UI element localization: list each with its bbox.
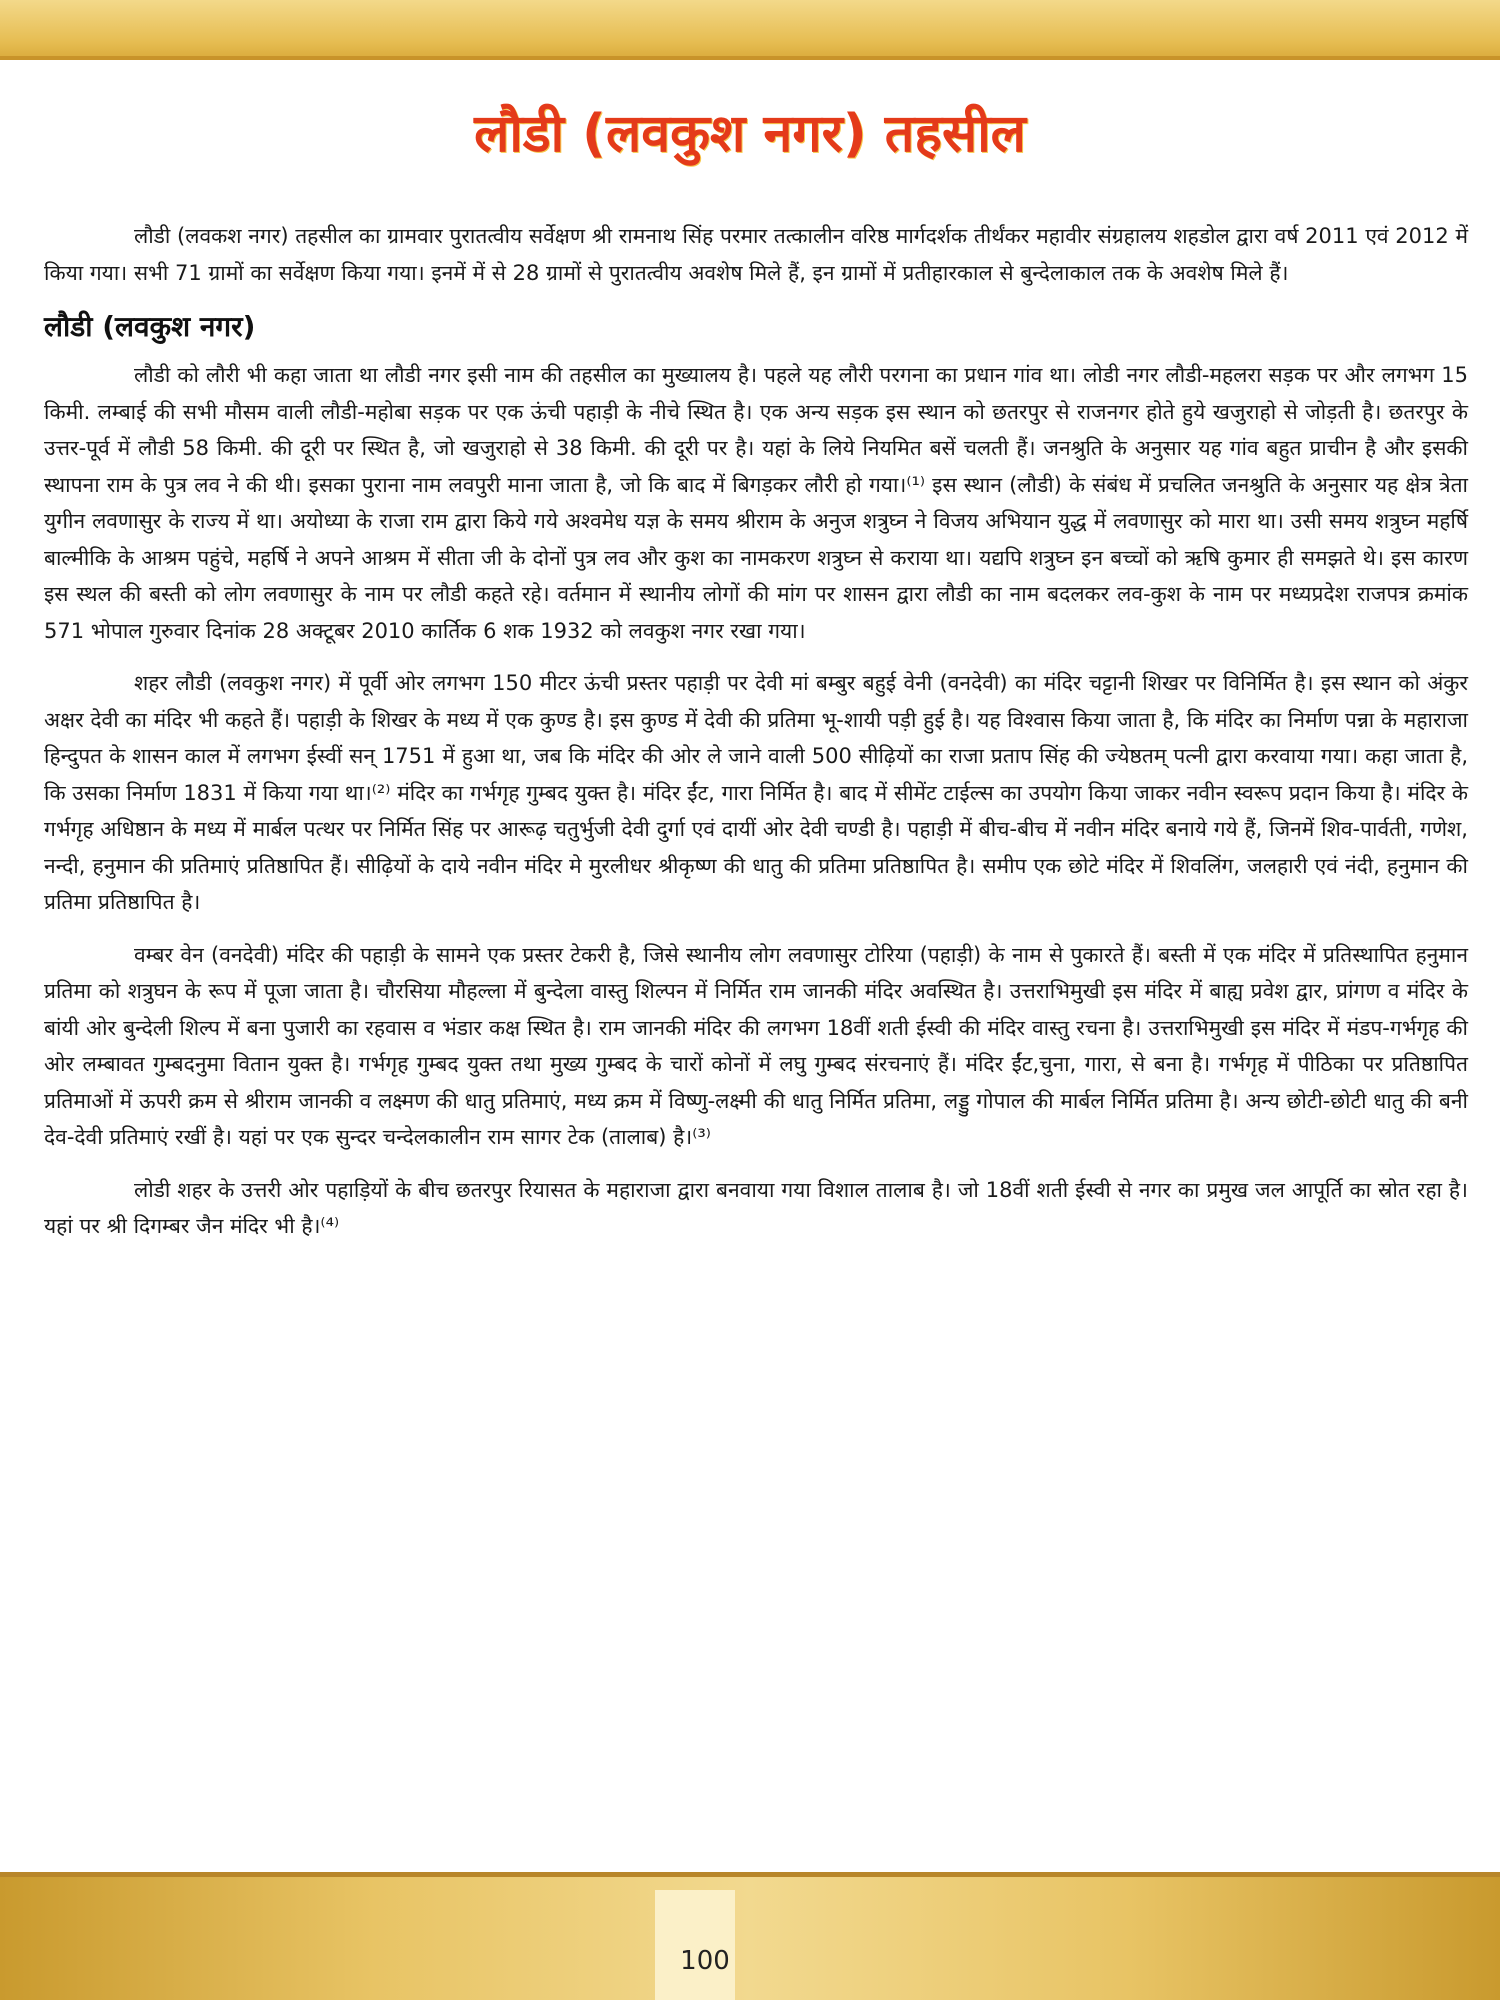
bottom-decorative-band <box>0 1872 1500 2000</box>
page-number: 100 <box>680 1946 730 1976</box>
paragraph-4: लोडी शहर के उत्तरी ओर पहाड़ियों के बीच छतरपुर रियासत के महाराजा द्वारा बनवाया गया विशाल तालाब है। जो 18वीं शती ईस्वी से नगर का प्रमुख जल आपूर्ति का स्रोत रहा है। यहां पर श्री दिगम्बर जैन मंदिर भी है।⁽⁴⁾ <box>44 1177 1468 1238</box>
article-body <box>44 218 1468 1261</box>
page-title: लौडी (लवकुश नगर) तहसील <box>474 104 1026 164</box>
paragraph-2: शहर लौडी (लवकुश नगर) में पूर्वी ओर लगभग 150 मीटर ऊंची प्रस्तर पहाड़ी पर देवी मां बम्बुर बहुई वेनी (वनदेवी) का मंदिर चट्टानी शिखर पर विनिर्मित है। इस स्थान को अंकुर अक्षर देवी का मंदिर भी कहते हैं। पहाड़ी के शिखर के मध्य में एक कुण्ड है। इस कुण्ड में देवी की प्रतिमा भू-शायी पड़ी हुई है। यह विश्वास किया जाता है, कि मंदिर का निर्माण पन्ना के महाराजा हिन्दुपत के शासन काल में लगभग ईस्वीं सन् 1751 में हुआ था, जब कि मंदिर की ओर ले जाने वाली 500 सीढ़ियों का राजा प्रताप सिंह की ज्येष्ठतम् पत्नी द्वारा करवाया गया। कहा जाता है, कि उसका निर्माण 1831 में किया गया था।⁽²⁾ मंदिर का गर्भगृह गुम्बद युक्त है। मंदिर ईंट, गारा निर्मित है। बाद में सीमेंट टाईल्स का उपयोग किया जाकर नवीन स्वरूप प्रदान किया है। मंदिर के गर्भगृह अधिष्ठान के मध्य में मार्बल पत्थर पर निर्मित सिंह पर आरूढ़ चतुर्भुजी देवी दुर्गा एवं दायीं ओर देवी चण्डी है। पहाड़ी में बीच-बीच में नवीन मंदिर बनाये गये हैं, जिनमें शिव-पार्वती, गणेश, नन्दी, हनुमान की प्रतिमाएं प्रतिष्ठापित हैं। सीढ़ियों के दाये नवीन मंदिर मे मुरलीधर श्रीकृष्ण की धातु की प्रतिमा प्रतिष्ठापित है। समीप एक छोटे मंदिर में शिवलिंग, जलहारी एवं नंदी, हनुमान की प्रतिमा प्रतिष्ठापित है। <box>44 671 1468 914</box>
top-decorative-band <box>0 0 1500 60</box>
intro-paragraph: लौडी (लवकश नगर) तहसील का ग्रामवार पुरातत्वीय सर्वेक्षण श्री रामनाथ सिंह परमार तत्कालीन वरिष्ठ मार्गदर्शक तीर्थंकर महावीर संग्रहालय शहडोल द्वारा वर्ष 2011 एवं 2012 में किया गया। सभी 71 ग्रामों का सर्वेक्षण किया गया। इनमें में से 28 ग्रामों से पुरातत्वीय अवशेष मिले हैं, इन ग्रामों में प्रतीहारकाल से बुन्देलाकाल तक के अवशेष मिले हैं। <box>44 224 1468 285</box>
paragraph-1: लौडी को लौरी भी कहा जाता था लौडी नगर इसी नाम की तहसील का मुख्यालय है। पहले यह लौरी परगना का प्रधान गांव था। लोडी नगर लौडी-महलरा सड़क पर और लगभग 15 किमी. लम्बाई की सभी मौसम वाली लौडी-महोबा सड़क पर एक ऊंची पहाड़ी के नीचे स्थित है। एक अन्य सड़क इस स्थान को छतरपुर से राजनगर होते हुये खजुराहो से जोड़ती है। छतरपुर के उत्तर-पूर्व में लौडी 58 किमी. की दूरी पर स्थित है, जो खजुराहो से 38 किमी. की दूरी पर है। यहां के लिये नियमित बसें चलती हैं। जनश्रुति के अनुसार यह गांव बहुत प्राचीन है और इसकी स्थापना राम के पुत्र लव ने की थी। इसका पुराना नाम लवपुरी माना जाता है, जो कि बाद में बिगड़कर लौरी हो गया।⁽¹⁾ इस स्थान (लौडी) के संबंध में प्रचलित जनश्रुति के अनुसार यह क्षेत्र त्रेता युगीन लवणासुर के राज्य में था। अयोध्या के राजा राम द्वारा किये गये अश्वमेध यज्ञ के समय श्रीराम के अनुज शत्रुघ्न ने विजय अभियान युद्ध में लवणासुर को मारा था। उसी समय शत्रुघ्न महर्षि बाल्मीकि के आश्रम पहुंचे, महर्षि ने अपने आश्रम में सीता जी के दोनों पुत्र लव और कुश का नामकरण शत्रुघ्न से कराया था। यद्यपि शत्रुघ्न इन बच्चों को ऋषि कुमार ही समझते थे। इस कारण इस स्थल की बस्ती को लोग लवणासुर के नाम पर लौडी कहते रहे। वर्तमान में स्थानीय लोगों की मांग पर शासन द्वारा लौडी का नाम बदलकर लव-कुश के नाम पर मध्यप्रदेश राजपत्र क्रमांक 571 भोपाल गुरुवार दिनांक 28 अक्टूबर 2010 कार्तिक 6 शक 1932 को लवकुश नगर रखा गया। <box>44 363 1468 643</box>
paragraph-3: वम्बर वेन (वनदेवी) मंदिर की पहाड़ी के सामने एक प्रस्तर टेकरी है, जिसे स्थानीय लोग लवणासुर टोरिया (पहाड़ी) के नाम से पुकारते हैं। बस्ती में एक मंदिर में प्रतिस्थापित हनुमान प्रतिमा को शत्रुघन के रूप में पूजा जाता है। चौरसिया मौहल्ला में बुन्देला वास्तु शिल्पन में निर्मित राम जानकी मंदिर अवस्थित है। उत्तराभिमुखी इस मंदिर में बाह्य प्रवेश द्वार, प्रांगण व मंदिर के बांयी ओर बुन्देली शिल्प में बना पुजारी का रहवास व भंडार कक्ष स्थित है। राम जानकी मंदिर की लगभग 18वीं शती ईस्वी की मंदिर वास्तु रचना है। उत्तराभिमुखी इस मंदिर में मंडप-गर्भगृह की ओर लम्बावत गुम्बदनुमा वितान युक्त है। गर्भगृह गुम्बद युक्त तथा मुख्य गुम्बद के चारों कोनों में लघु गुम्बद संरचनाएं हैं। मंदिर ईंट,चुना, गारा, से बना है। गर्भगृह में पीठिका पर प्रतिष्ठापित प्रतिमाओं में ऊपरी क्रम से श्रीराम जानकी व लक्ष्मण की धातु प्रतिमाएं, मध्य क्रम में विष्णु-लक्ष्मी की धातु निर्मित प्रतिमा, लड्डु गोपाल की मार्बल निर्मित प्रतिमा है। अन्य छोटी-छोटी धातु की बनी देव-देवी प्रतिमाएं रखीं है। यहां पर एक सुन्दर चन्देलकालीन राम सागर टेक (तालाब) है।⁽³⁾ <box>44 942 1468 1149</box>
page-number-panel <box>655 1890 735 2000</box>
section-heading: लौडी (लवकुश नगर) <box>44 310 256 343</box>
